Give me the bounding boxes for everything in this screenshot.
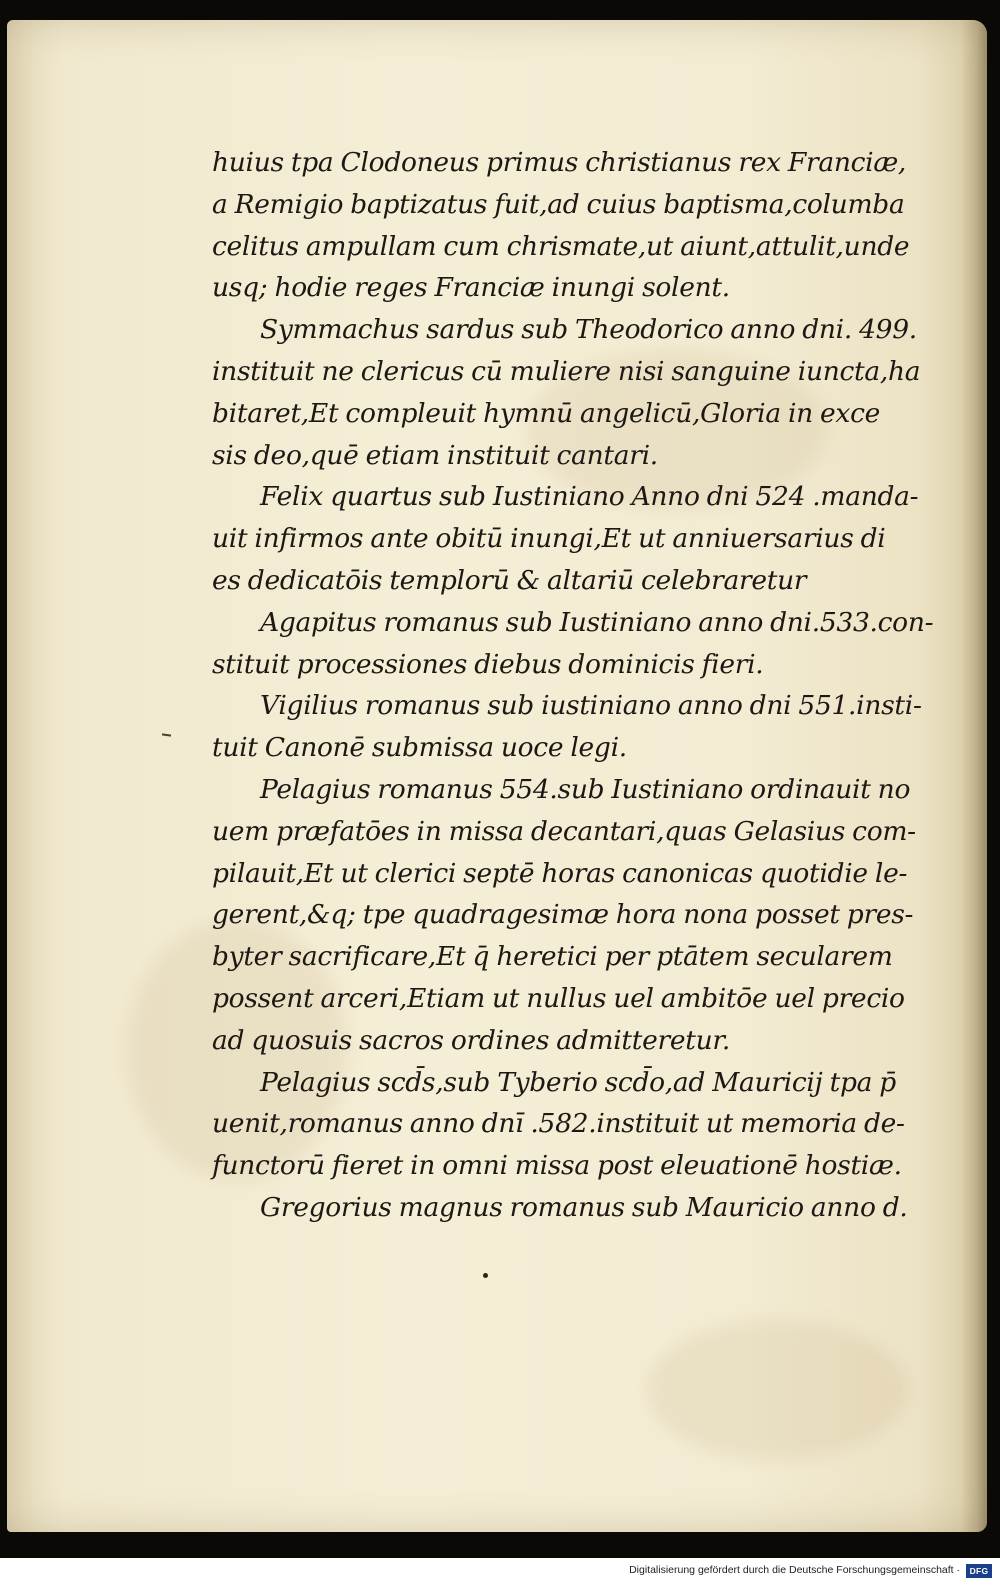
- text-line: Symmachus sardus sub Theodorico anno dni. 499.: [260, 314, 917, 346]
- text-line: ad quosuis sacros ordines admitteretur.: [212, 1024, 730, 1056]
- footer-credit: Digitalisierung gefördert durch die Deutsche Forschungsgemeinschaft ·: [629, 1564, 960, 1576]
- text-line: Gregorius magnus romanus sub Mauricio anno d.: [260, 1191, 908, 1223]
- text-line: functorū fieret in omni missa post eleuationē hostiæ.: [212, 1150, 902, 1182]
- text-line: Felix quartus sub Iustiniano Anno dni 524 .manda-: [260, 481, 919, 513]
- text-line: es dedicatōis templorū & altariū celebraretur: [212, 564, 807, 596]
- text-line: Pelagius scd̄s,sub Tyberio scd̄o,ad Mauricij tpa p̄: [260, 1066, 896, 1098]
- dfg-logo: DFG: [966, 1564, 992, 1578]
- text-line: possent arceri,Etiam ut nullus uel ambitōe uel precio: [212, 982, 905, 1014]
- text-line: sis deo,quē etiam instituit cantari.: [212, 439, 658, 471]
- text-line: usq; hodie reges Franciæ inungi solent.: [212, 272, 730, 304]
- text-line: Pelagius romanus 554.sub Iustiniano ordinauit no: [260, 773, 911, 805]
- text-line: tuit Canonē submissa uoce legi.: [212, 732, 627, 764]
- text-line: Vigilius romanus sub iustiniano anno dni 551.insti-: [260, 690, 922, 722]
- text-line: stituit processiones diebus dominicis fieri.: [212, 648, 764, 680]
- ink-dot: [483, 1273, 488, 1278]
- text-line: uit infirmos ante obitū inungi,Et ut anniuersarius di: [212, 523, 886, 555]
- text-line: bitaret,Et compleuit hymnū angelicū,Gloria in exce: [212, 397, 880, 429]
- text-line: celitus ampullam cum chrismate,ut aiunt,attulit,unde: [212, 230, 910, 262]
- text-line: huius tpa Clodoneus primus christianus rex Franciæ,: [212, 147, 907, 178]
- text-line: uem præfatōes in missa decantari,quas Gelasius com-: [212, 815, 916, 847]
- text-line: gerent,&q; tpe quadragesimæ hora nona posset pres-: [212, 899, 914, 931]
- paper-stain: [647, 1320, 907, 1460]
- text-line: byter sacrificare,Et q̄ heretici per ptātem secularem: [212, 941, 893, 973]
- text-line: uenit,romanus anno dnī .582.instituit ut memoria de-: [212, 1108, 905, 1140]
- text-line: pilauit,Et ut clerici septē horas canonicas quotidie le-: [212, 857, 908, 889]
- text-block: [212, 142, 932, 1229]
- page-edge-shadow: [961, 20, 987, 1532]
- footer-bar: [0, 1558, 1000, 1587]
- text-line: a Remigio baptizatus fuit,ad cuius baptisma,columba: [212, 188, 905, 220]
- text-line: Agapitus romanus sub Iustiniano anno dni.533.con-: [260, 606, 934, 638]
- text-line: instituit ne clericus cū muliere nisi sanguine iuncta,ha: [212, 355, 921, 387]
